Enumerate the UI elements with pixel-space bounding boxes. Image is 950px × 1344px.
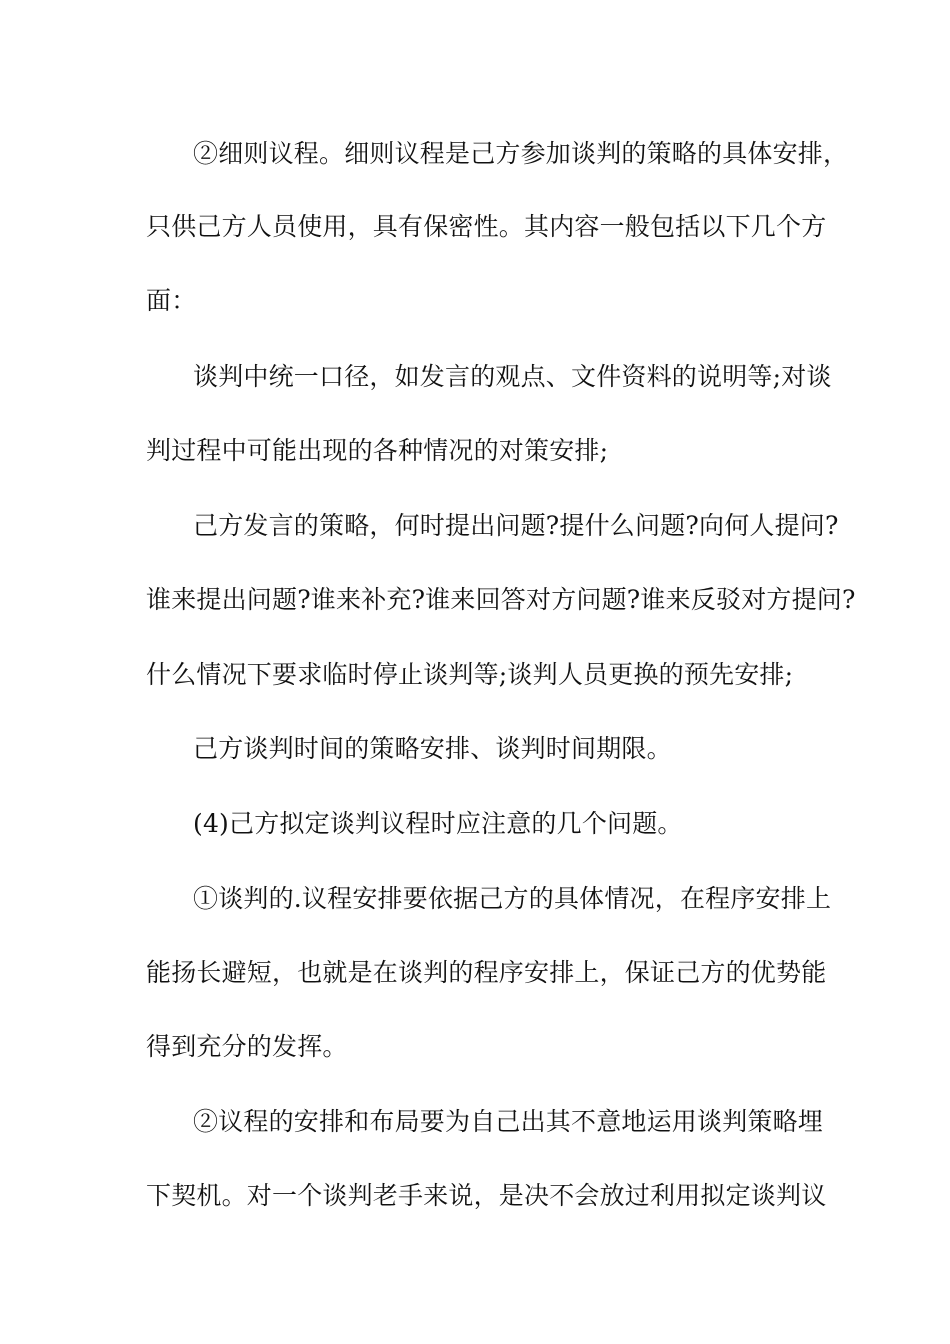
text-line: ②议程的安排和布局要为自己出其不意地运用谈判策略埋 — [193, 1107, 824, 1136]
text-line: 下契机。对一个谈判老手来说，是决不会放过利用拟定谈判议 — [146, 1181, 827, 1210]
text-line: 谈判中统一口径，如发言的观点、文件资料的说明等;对谈 — [193, 362, 832, 391]
text-line: 得到充分的发挥。 — [146, 1032, 348, 1061]
text-line: (4)己方拟定谈判议程时应注意的几个问题。 — [193, 809, 683, 838]
text-line: 己方谈判时间的策略安排、谈判时间期限。 — [193, 734, 672, 763]
text-line: 只供己方人员使用，具有保密性。其内容一般包括以下几个方 — [146, 212, 827, 241]
text-line: ①谈判的.议程安排要依据己方的具体情况，在程序安排上 — [193, 884, 832, 913]
text-line: 己方发言的策略，何时提出问题?提什么问题?向何人提问? — [193, 511, 839, 540]
text-line: 判过程中可能出现的各种情况的对策安排; — [146, 436, 609, 465]
text-line: 面： — [146, 286, 197, 315]
text-line: ②细则议程。细则议程是己方参加谈判的策略的具体安排， — [193, 139, 849, 168]
text-line: 能扬长避短，也就是在谈判的程序安排上，保证己方的优势能 — [146, 958, 827, 987]
text-line: 谁来提出问题?谁来补充?谁来回答对方问题?谁来反驳对方提问? — [146, 585, 856, 614]
text-line: 什么情况下要求临时停止谈判等;谈判人员更换的预先安排; — [146, 660, 794, 689]
